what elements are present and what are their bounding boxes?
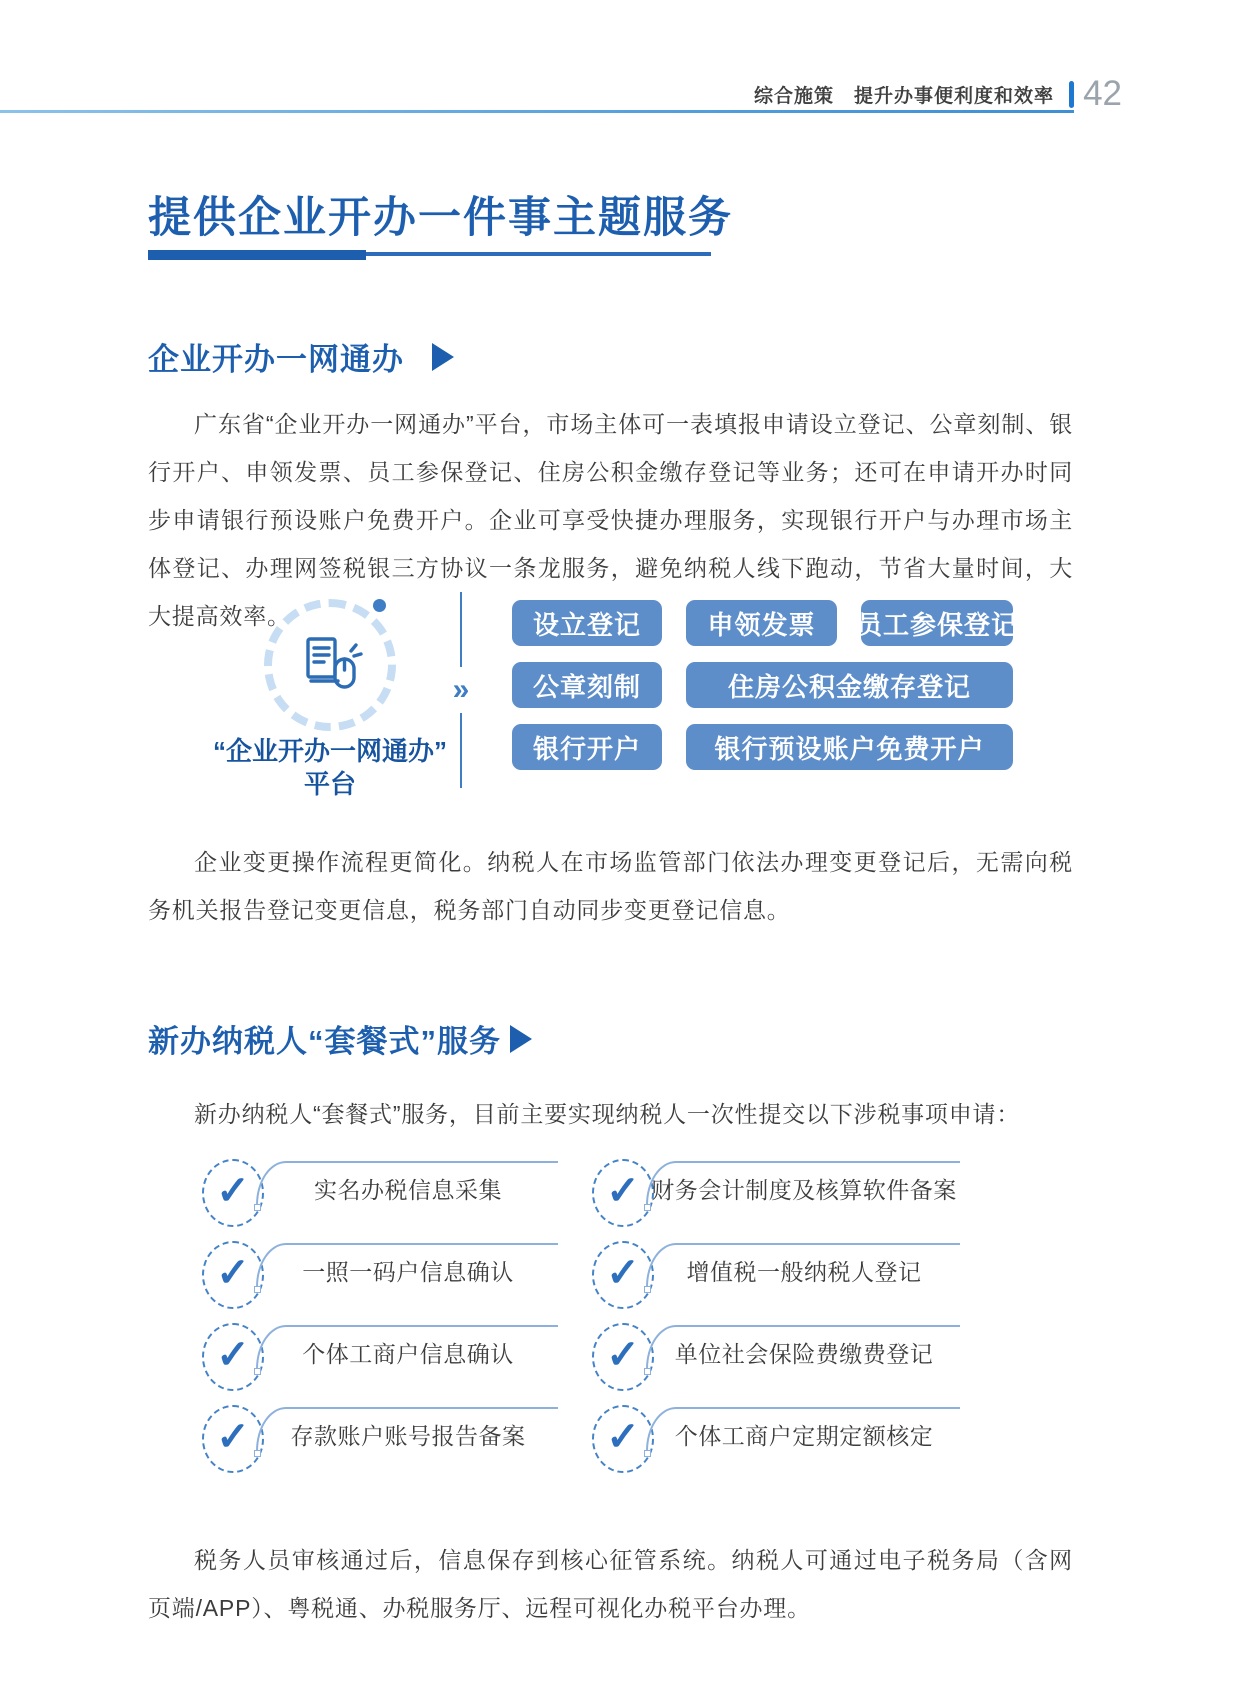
check-label: 财务会计制度及核算软件备案 <box>651 1176 957 1203</box>
checkmark-icon: ✓ <box>216 1251 250 1295</box>
double-chevron-icon: » <box>453 667 470 713</box>
platform-label-line2: 平台 <box>303 769 356 799</box>
play-triangle-icon <box>432 343 454 371</box>
check-label-box <box>646 1407 960 1453</box>
section1-paragraph: 广东省“企业开办一网通办”平台，市场主体可一表填报申请设立登记、公章刻制、银行开户、申领发票、员工参保登记、住房公积金缴存登记等业务；还可在申请开办时同步申请银行预设账户免费开户。企业可享受快捷办理服务，实现银行开户与办理市场主体登记、办理网签税银三方协议一条龙服务，避免纳税人线下跑动，节省大量时间，大大提高效率。 <box>148 411 1073 629</box>
check-label-box <box>256 1161 558 1207</box>
check-label: 增值税一般纳税人登记 <box>686 1258 922 1285</box>
check-circle <box>592 1159 654 1227</box>
platform-circle <box>264 599 396 731</box>
service-button-grid <box>512 600 1019 803</box>
service-button-setup-registration: 设立登记 <box>512 600 662 646</box>
header-breadcrumb: 综合施策 提升办事便利度和效率 <box>754 85 1055 107</box>
page-title: 提供企业开办一件事主题服务 <box>148 194 733 242</box>
tax-item-checklist <box>202 1156 960 1472</box>
check-label: 个体工商户信息确认 <box>302 1340 514 1367</box>
checkmark-icon: ✓ <box>606 1333 640 1377</box>
service-button-bank-account: 银行开户 <box>512 724 662 770</box>
service-button-invoice: 申领发票 <box>686 600 837 646</box>
check-label-box <box>256 1407 558 1453</box>
check-label: 单位社会保险费缴费登记 <box>674 1340 934 1367</box>
platform-block <box>200 585 460 803</box>
title-underline <box>148 250 711 260</box>
page-number: 42 <box>1083 74 1122 113</box>
play-triangle-icon <box>510 1025 532 1053</box>
section-heading-package-service <box>148 1016 532 1061</box>
check-label: 一照一码户信息确认 <box>302 1258 514 1285</box>
checkmark-icon: ✓ <box>606 1169 640 1213</box>
page-header <box>754 74 1122 114</box>
check-circle <box>202 1159 264 1227</box>
check-circle <box>592 1405 654 1473</box>
service-button-seal-engraving: 公章刻制 <box>512 662 662 708</box>
section2-paragraph2: 税务人员审核通过后，信息保存到核心征管系统。纳税人可通过电子税务局（含网页端/APP）、粤税通、办税服务厅、远程可视化办税平台办理。 <box>148 1547 1073 1621</box>
divider-line <box>452 592 470 788</box>
checklist-item <box>592 1238 960 1308</box>
service-button-preset-account: 银行预设账户免费开户 <box>686 724 1013 770</box>
check-label: 个体工商户定期定额核定 <box>674 1422 934 1449</box>
checklist-item <box>202 1320 558 1390</box>
platform-label-line1: “企业开办一网通办” <box>212 736 447 766</box>
checkmark-icon: ✓ <box>606 1415 640 1459</box>
checkmark-icon: ✓ <box>606 1251 640 1295</box>
checklist-item <box>202 1402 558 1472</box>
check-label-box <box>646 1243 960 1289</box>
checkmark-icon: ✓ <box>216 1169 250 1213</box>
header-rule-line <box>0 110 1074 113</box>
check-circle <box>202 1405 264 1473</box>
check-label: 实名办税信息采集 <box>314 1176 502 1203</box>
checklist-item <box>592 1156 960 1226</box>
service-button-employee-insurance: 员工参保登记 <box>861 600 1013 646</box>
section-heading-text: 企业开办一网通办 <box>148 342 404 377</box>
check-label-box <box>646 1325 960 1371</box>
section-heading-text: 新办纳税人“套餐式”服务 <box>148 1024 501 1059</box>
platform-label <box>213 735 447 801</box>
check-circle <box>592 1323 654 1391</box>
section2-paragraph: 新办纳税人“套餐式”服务，目前主要实现纳税人一次性提交以下涉税事项申请： <box>194 1101 1021 1127</box>
header-divider-bar <box>1069 81 1074 108</box>
check-circle <box>202 1241 264 1309</box>
checklist-item <box>202 1238 558 1308</box>
check-label-box <box>256 1243 558 1289</box>
section1-paragraph2: 企业变更操作流程更简化。纳税人在市场监管部门依法办理变更登记后，无需向税务机关报告登记变更信息，税务部门自动同步变更登记信息。 <box>148 849 1073 923</box>
check-label-box <box>646 1161 960 1207</box>
check-label: 存款账户账号报告备案 <box>290 1422 526 1449</box>
checkmark-icon: ✓ <box>216 1333 250 1377</box>
check-circle <box>202 1323 264 1391</box>
underline-thick-segment <box>148 250 366 260</box>
checkmark-icon: ✓ <box>216 1415 250 1459</box>
checklist-item <box>592 1402 960 1472</box>
accent-dot <box>373 599 386 612</box>
service-button-housing-fund: 住房公积金缴存登记 <box>686 662 1013 708</box>
checklist-item <box>592 1320 960 1390</box>
document-and-mouse-icon <box>294 629 366 701</box>
underline-thin-segment <box>366 252 711 256</box>
checklist-item <box>202 1156 558 1226</box>
platform-diagram <box>148 585 1073 803</box>
section-heading-one-stop <box>148 334 454 379</box>
check-circle <box>592 1241 654 1309</box>
check-label-box <box>256 1325 558 1371</box>
